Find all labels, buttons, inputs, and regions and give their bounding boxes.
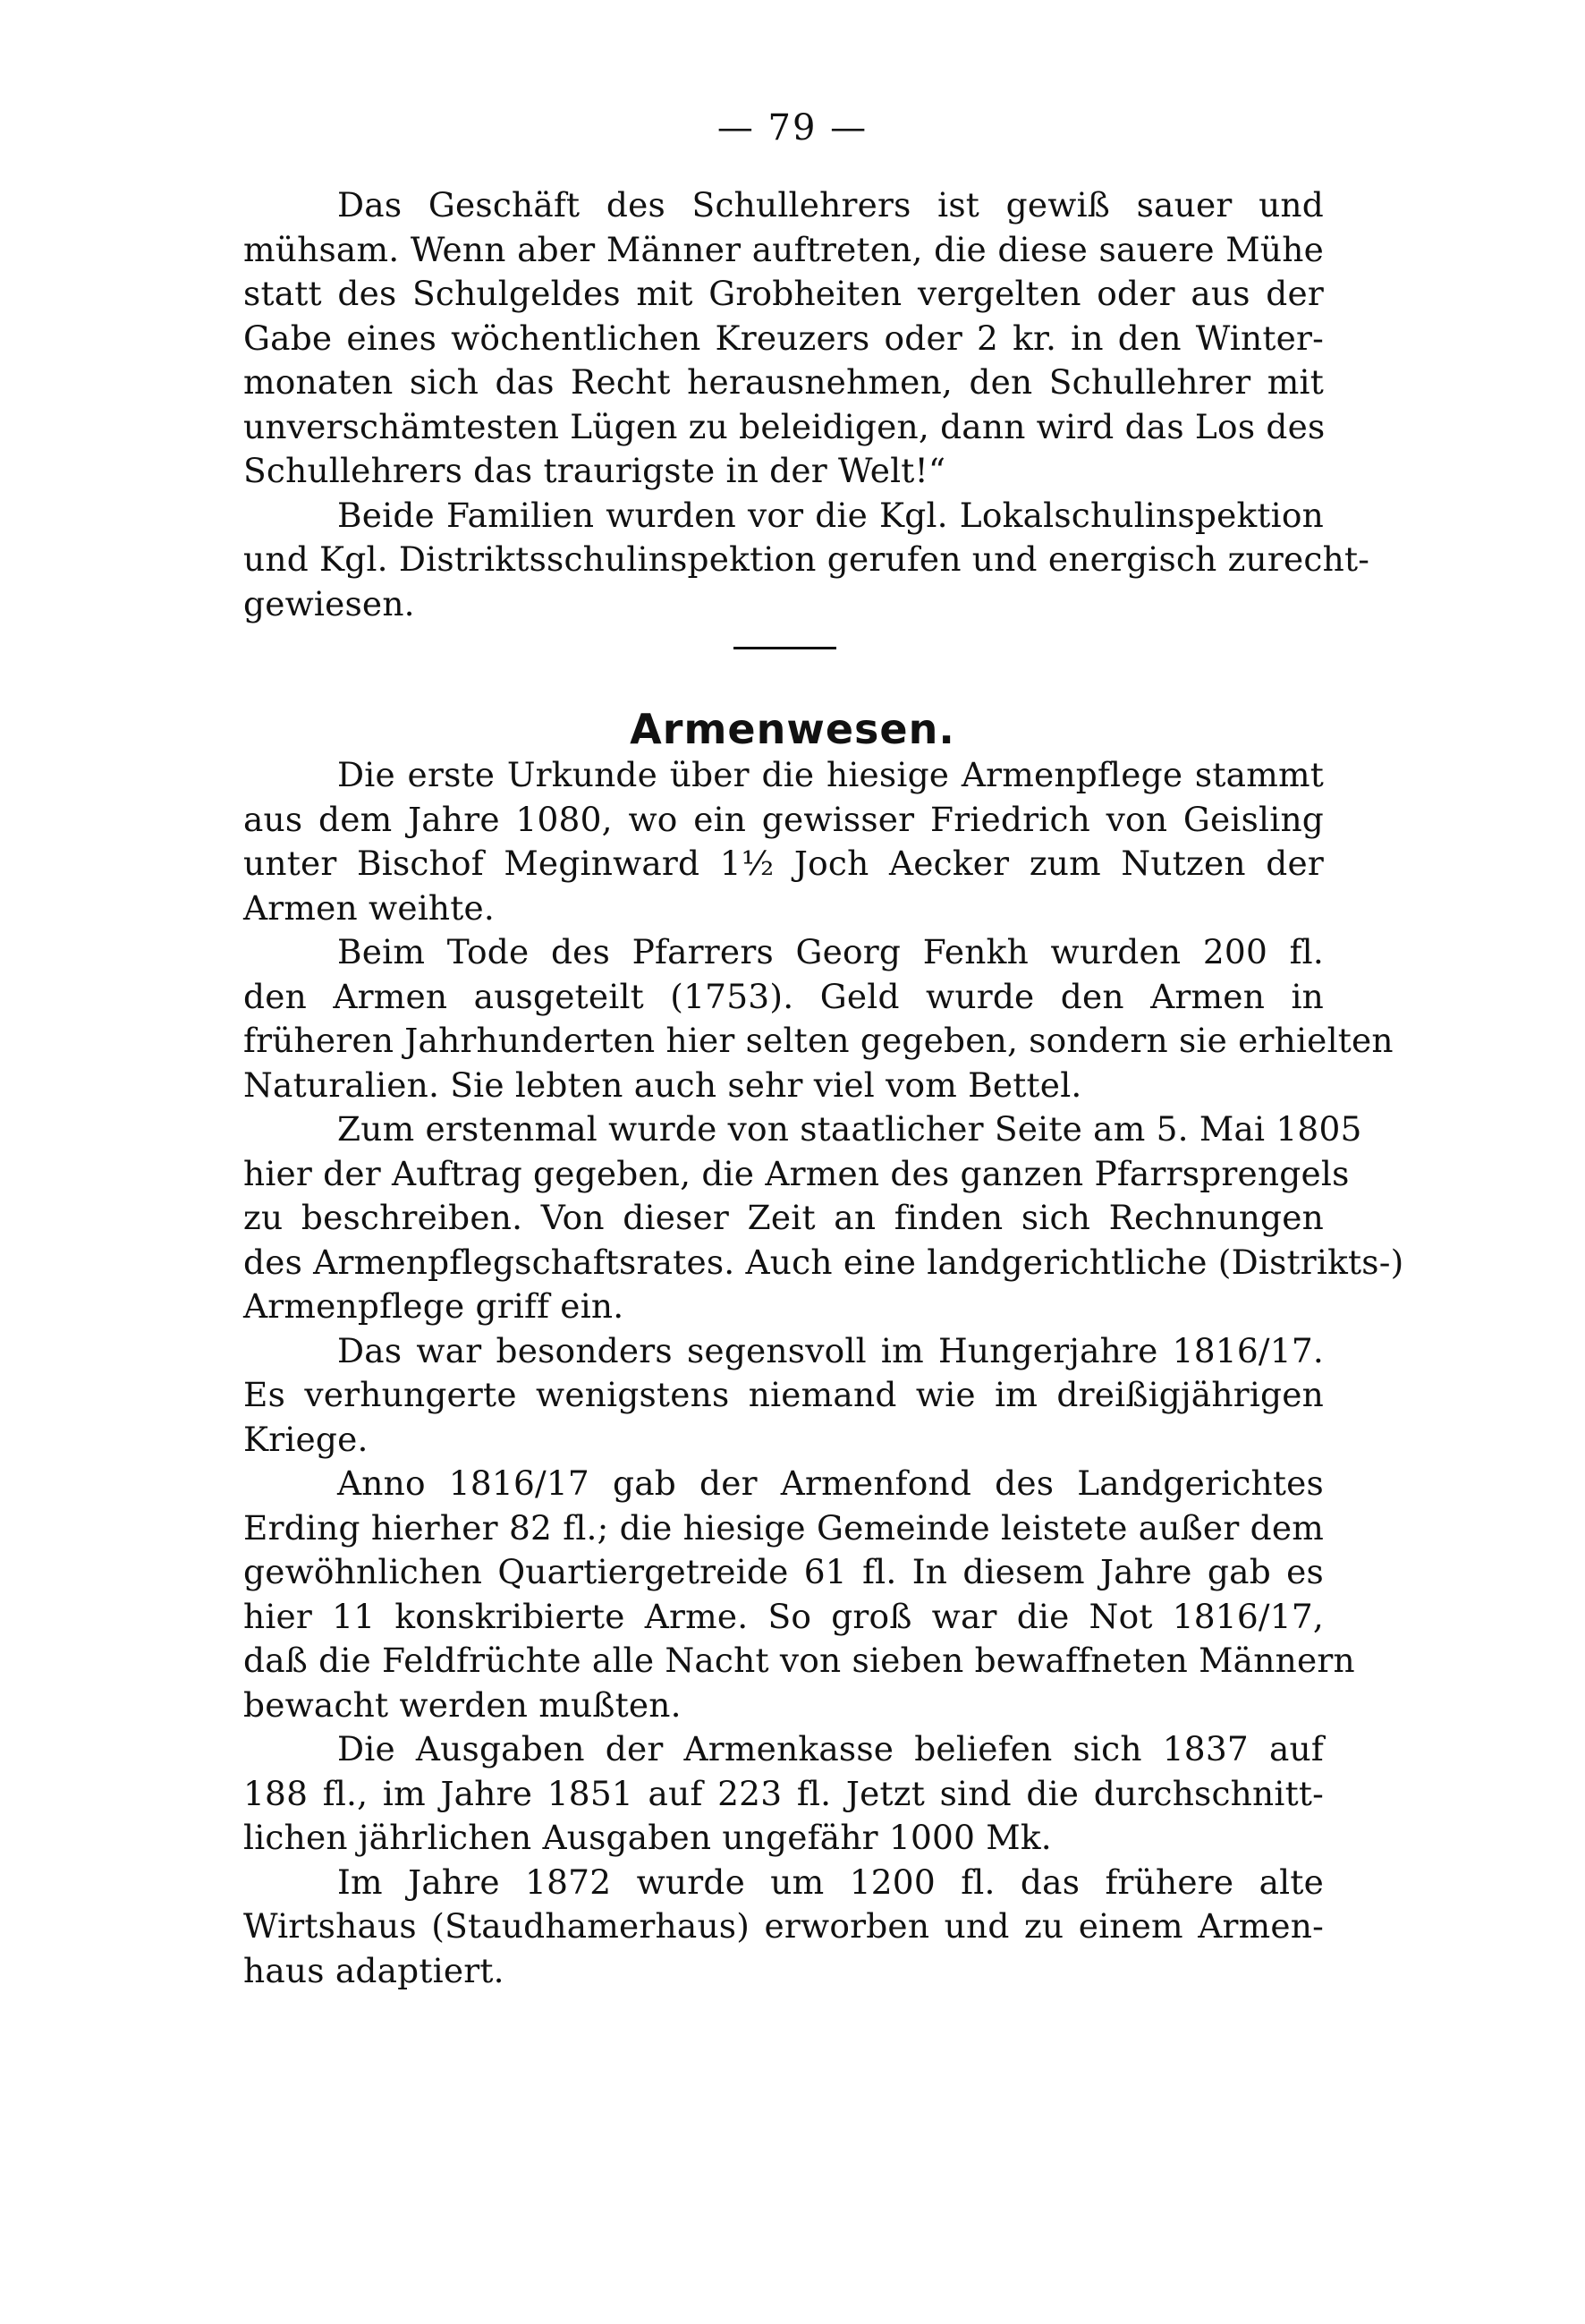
text-line: Armenpflege griff ein. [243, 1286, 624, 1326]
text-line: daß die Feldfrüchte alle Nacht von sieben bewaffneten Männern [243, 1641, 1355, 1680]
text-line: Zum erstenmal wurde von staatlicher Seite am 5. Mai 1805 [337, 1109, 1362, 1149]
text-line: Erding hierher 82 fl.; die hiesige Gemeinde leistete außer dem [243, 1507, 1324, 1548]
paragraph [243, 1462, 1355, 1727]
page-number: — 79 — [716, 107, 869, 148]
text-line: Im Jahre 1872 wurde um 1200 fl. das frühere alte [337, 1862, 1324, 1902]
text-line: Beim Tode des Pfarrers Georg Fenkh wurden 200 fl. [337, 932, 1324, 971]
text-line: mühsam. Wenn aber Männer auftreten, die diese sauere Mühe [243, 229, 1324, 269]
paragraph [243, 1861, 1324, 1994]
text-line: und Kgl. Distriktsschulinspektion gerufen und energisch zurecht- [243, 539, 1370, 579]
text-line: Die erste Urkunde über die hiesige Armenpflege stammt [337, 755, 1324, 794]
section-heading: Armenwesen. [630, 705, 955, 753]
text-line: Die Ausgaben der Armenkasse beliefen sich 1837 auf [337, 1729, 1324, 1768]
text-line: gewöhnlichen Quartiergetreide 61 fl. In diesem Jahre gab es [243, 1552, 1324, 1591]
bottom-text-section [243, 753, 1404, 1993]
text-line: bewacht werden mußten. [243, 1684, 682, 1725]
text-line: gewiesen. [243, 583, 415, 623]
text-line: unter Bischof Meginward 1½ Joch Aecker zum Nutzen der [243, 844, 1324, 883]
text-line: lichen jährlichen Ausgaben ungefähr 1000 Mk. [243, 1818, 1052, 1857]
paragraph [243, 494, 1370, 627]
text-line: Schullehrers das traurigste in der Welt!“ [243, 451, 946, 490]
text-line: Kriege. [243, 1419, 369, 1459]
text-line: 188 fl., im Jahre 1851 auf 223 fl. Jetzt sind die durchschnitt- [243, 1773, 1324, 1813]
text-line: den Armen ausgeteilt (1753). Geld wurde den Armen in [243, 976, 1324, 1016]
text-line: früheren Jahrhunderten hier selten gegeben, sondern sie erhielten [243, 1021, 1394, 1060]
text-line: monaten sich das Recht herausnehmen, den Schullehrer mit [243, 362, 1324, 402]
top-text-section [243, 183, 1370, 626]
text-line: aus dem Jahre 1080, wo ein gewisser Friedrich von Geisling [243, 799, 1324, 839]
paragraph [243, 1107, 1404, 1329]
section-divider [733, 647, 836, 649]
paragraph [243, 930, 1394, 1107]
text-line: unverschämtesten Lügen zu beleidigen, dann wird das Los des [243, 406, 1326, 446]
text-line: Beide Familien wurden vor die Kgl. Lokalschulinspektion [337, 495, 1324, 535]
text-line: Naturalien. Sie lebten auch sehr viel vom Bettel. [243, 1064, 1082, 1105]
text-line: Anno 1816/17 gab der Armenfond des Landgerichtes [337, 1463, 1324, 1503]
paragraph [243, 1727, 1324, 1861]
text-line: Armen weihte. [243, 887, 496, 928]
paragraph [243, 1329, 1324, 1463]
text-line: Wirtshaus (Staudhamerhaus) erworben und zu einem Armen- [243, 1906, 1324, 1946]
paragraph [243, 183, 1324, 494]
text-line: hier der Auftrag gegeben, die Armen des ganzen Pfarrsprengels [243, 1153, 1350, 1193]
text-line: statt des Schulgeldes mit Grobheiten vergelten oder aus der [243, 274, 1324, 313]
text-line: hier 11 konskribierte Arme. So groß war die Not 1816/17, [243, 1596, 1324, 1636]
text-line: zu beschreiben. Von dieser Zeit an finden sich Rechnungen [243, 1198, 1324, 1237]
paragraph [243, 753, 1324, 930]
text-line: des Armenpflegschaftsrates. Auch eine landgerichtliche (Distrikts-) [243, 1242, 1404, 1282]
text-line: Gabe eines wöchentlichen Kreuzers oder 2 kr. in den Winter- [243, 318, 1324, 358]
text-line: Das Geschäft des Schullehrers ist gewiß sauer und [337, 185, 1324, 225]
text-line: Es verhungerte wenigstens niemand wie im dreißigjährigen [243, 1375, 1324, 1414]
text-line: Das war besonders segensvoll im Hungerjahre 1816/17. [337, 1330, 1324, 1370]
text-line: haus adaptiert. [243, 1950, 504, 1990]
